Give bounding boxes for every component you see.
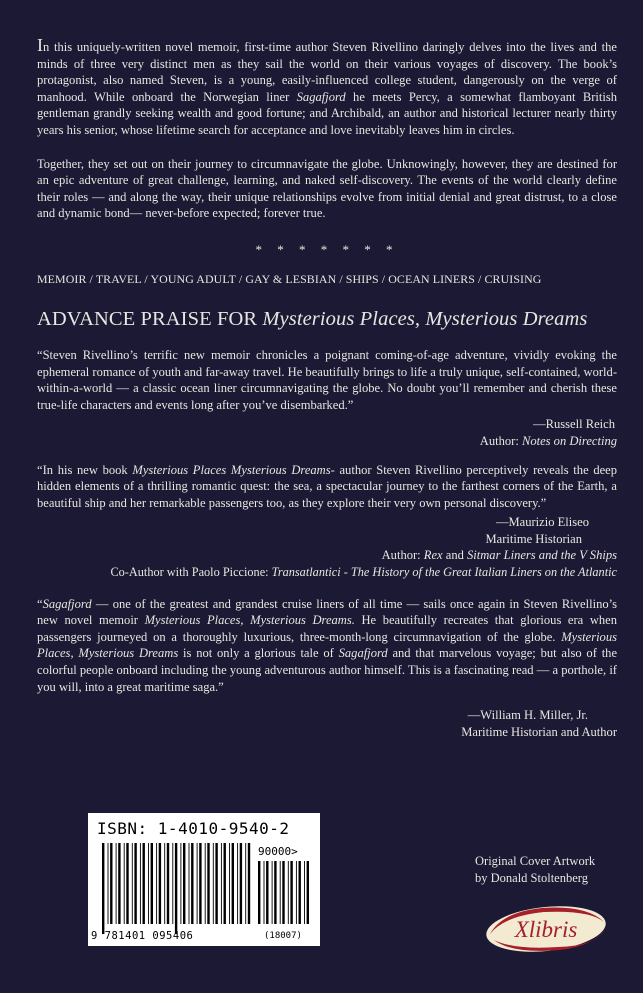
ean-first-digit: 9	[91, 930, 98, 942]
quote-2-coauthor	[37, 564, 617, 581]
addon-code: (18007)	[264, 931, 302, 941]
dropcap: I	[37, 35, 43, 55]
quote-3-role: Maritime Historian and Author	[461, 724, 617, 739]
credit-line-1: Original Cover Artwork	[475, 854, 596, 868]
praise-heading-title: Mysterious Places, Mysterious Dreams	[262, 307, 588, 330]
genre-list: MEMOIR / TRAVEL / YOUNG ADULT / GAY & LESBIAN / SHIPS / OCEAN LINERS / CRUISING	[37, 271, 542, 286]
quote-1-attribution	[37, 416, 617, 449]
quote-3-part: is not only a glorious tale of	[178, 646, 339, 661]
quote-2-open: “In his new book	[37, 462, 133, 477]
quote-2-books	[37, 547, 617, 564]
ship-name: Sagafjord	[42, 596, 92, 611]
book-title: Sitmar Liners and the V Ships	[467, 548, 617, 563]
intro-p1-end: he meets Percy, a somewhat flamboyant British gentleman grandly seeking wealth and good fortune; and Archibald, an author and historical lecturer nearly thirty years his senior, whose lifetime search for acceptance and love inevitably leaves him in circles.	[37, 89, 618, 137]
ship-name: Sagafjord	[338, 646, 388, 661]
quote-3-name: —William H. Miller, Jr.	[467, 708, 588, 723]
quote-2-attribution	[37, 514, 617, 580]
conjunction: and	[442, 548, 467, 563]
quote-2-book-title: Mysterious Places Mysterious Dreams-	[132, 462, 335, 477]
quote-2-name: —Maurizio Eliseo	[495, 515, 589, 530]
open-quote: “	[37, 596, 43, 611]
quote-3-part: He beautifully recreates that glorious era when passengers journeyed on a thoroughly luxurious, three-month-long circumnavigation of the globe.	[37, 613, 618, 644]
praise-quote-2	[37, 462, 617, 512]
author-prefix: Author:	[381, 548, 424, 563]
quote-2-role: Maritime Historian	[485, 531, 582, 546]
intro-p1-text: n this uniquely-written novel memoir, first-time author Steven Rivellino daringly delves into the lives and the minds of three very distinct men as they sail the world on their various voyages of discovery. The book’s protagonist, also named Steven, is a young, easily-influenced college student, dangerously on the verge of manhood. While onboard the Norwegian liner	[37, 40, 617, 104]
cover-art-credit	[475, 853, 595, 886]
quote-3-part: and that marvelous voyage; but also of the colorful people onboard including the young adventurous author himself. This is a fascinating read — a porthole, if you will, into a great maritime saga.”	[37, 646, 618, 694]
role-prefix: Author:	[479, 433, 522, 448]
barcode-addon-label: 90000>	[258, 845, 298, 858]
book-title: Mysterious Places, Mysterious Dreams	[37, 629, 617, 661]
quote-1-name: —Russell Reich	[533, 417, 615, 432]
coauthor-prefix: Co-Author with Paolo Piccione:	[110, 565, 272, 580]
praise-quote-1: “Steven Rivellino’s terrific new memoir chronicles a poignant coming-of-age adventure, vividly evoking the ephemeral romance of youth and far-away travel. He beautifully brings to life a truly unique, self-contained, world-within-a-world — a classic ocean liner circumnavigating the globe. No doubt you’ll remember and cherish these true-life characters and events long after you’ve disembarked.”	[37, 347, 617, 412]
book-title: Rex	[423, 548, 443, 563]
quote-3-attribution	[37, 707, 617, 740]
credit-line-2: by Donald Stoltenberg	[475, 870, 588, 885]
book-title: Mysterious Places, Mysterious Dreams.	[144, 613, 355, 628]
book-title: Notes on Directing	[521, 433, 617, 448]
praise-heading-text: ADVANCE PRAISE FOR	[37, 307, 263, 330]
book-title: Transatlantici - The History of the Great Italian Liners on the Atlantic	[271, 565, 617, 580]
section-divider: * * * * * * *	[255, 241, 399, 257]
isbn-number: ISBN: 1-4010-9540-2	[97, 819, 290, 838]
intro-paragraph-1	[37, 35, 618, 139]
praise-quote-3	[37, 596, 617, 696]
praise-heading	[37, 307, 617, 331]
publisher-name: Xlibris	[514, 917, 578, 942]
intro-paragraph-2: Together, they set out on their journey to circumnavigate the globe. Unknowingly, however, they are destined for an epic adventure of great challenge, learning, and naked self-discovery. The events of the world clearly define their roles — and along the way, their unique relationships evolve from initial denial and great distrust, to a close and dynamic bond— never-before expected; forever true.	[37, 156, 617, 221]
quote-1-role	[37, 433, 617, 450]
quote-2-body: author Steven Rivellino perceptively reveals the deep hidden elements of a thrilling romantic quest: the sea, a spectacular journey to the farthest corners of the Earth, a beautiful ship and her remarkable passengers too, as they explore their very own personal discovery.”	[37, 462, 617, 510]
quote-3-part: — one of the greatest and grandest cruise liners of all time — sails once again in Steven Rivellino’s new novel memoir	[37, 596, 617, 628]
ship-name: Sagafjord	[296, 89, 346, 104]
ean-digits	[91, 930, 193, 942]
back-cover-text	[37, 35, 618, 740]
xlibris-logo	[482, 900, 612, 956]
ean-rest-digits: 781401 095406	[104, 930, 194, 942]
addon-barcode-bars	[258, 861, 310, 934]
isbn-barcode	[88, 813, 320, 946]
ean-barcode-bars	[102, 843, 252, 934]
